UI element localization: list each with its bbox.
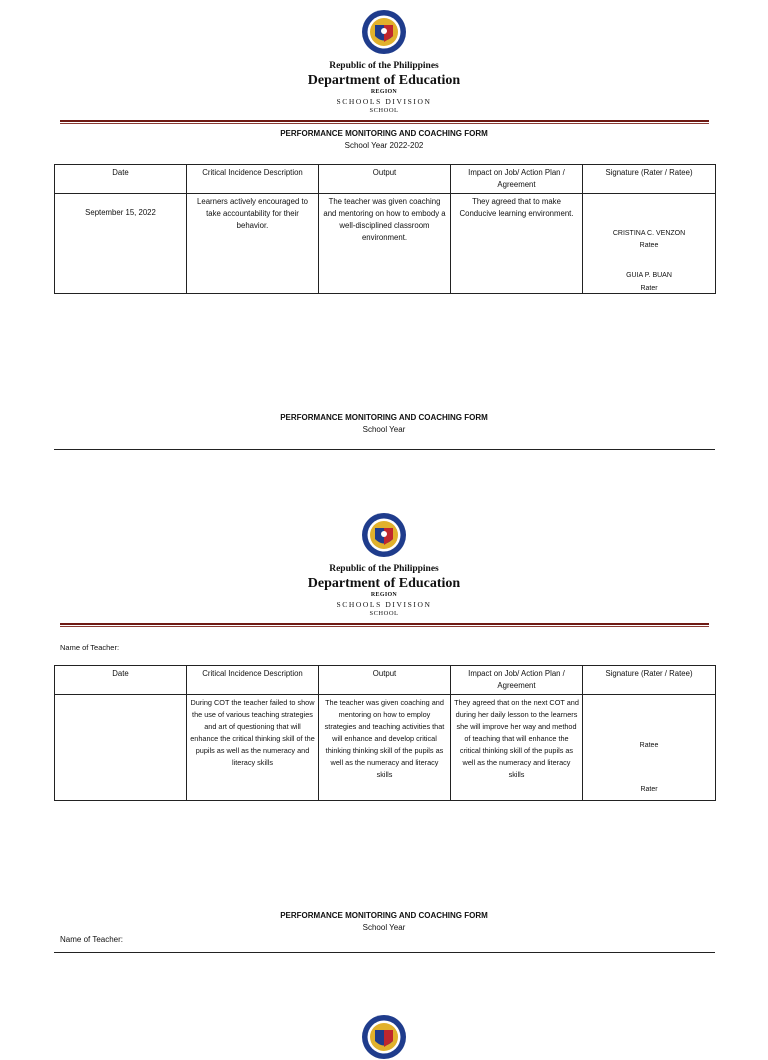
output-cell: The teacher was given coaching and mentoring on how to employ strategies and teaching activities that will enhance and develop critical thinking thinking skill of the pupils as well as the numeracy and literacy skills — [319, 695, 451, 801]
department-title: Department of Education — [307, 576, 461, 591]
rater-name: GUIA P. BUAN — [626, 272, 672, 279]
teacher-name-label: Name of Teacher: — [60, 643, 120, 652]
header-signature: Signature (Rater / Ratee) — [583, 666, 716, 695]
form-title: PERFORMANCE MONITORING AND COACHING FORM — [280, 129, 488, 138]
school-year-3: School Year — [362, 923, 406, 932]
form-title-2: PERFORMANCE MONITORING AND COACHING FORM — [280, 413, 488, 422]
header-date: Date — [55, 666, 187, 695]
header-impact: Impact on Job/ Action Plan / Agreement — [451, 666, 583, 695]
rater-label: Rater — [640, 285, 658, 292]
impact-cell: They agreed that to make Conducive learning environment. — [451, 194, 583, 294]
department-title: Department of Education — [307, 73, 461, 88]
impact-cell: They agreed that on the next COT and during her daily lesson to the learners she will improve her way and method of teaching that will enhance the critical thinking skill of the pupils as well as the numeracy and literacy skills — [451, 695, 583, 801]
header-signature: Signature (Rater / Ratee) — [583, 165, 716, 194]
republic-text: Republic of the Philippines — [329, 61, 439, 71]
header-date: Date — [55, 165, 187, 194]
school-year: School Year 2022-202 — [344, 141, 424, 150]
ratee-label: Ratee — [639, 742, 659, 749]
region-text: REGION — [370, 89, 398, 95]
school-text: SCHOOL — [369, 107, 399, 114]
signature-cell — [583, 194, 716, 294]
school-text: SCHOOL — [369, 610, 399, 617]
coaching-table — [54, 665, 716, 801]
description-cell: During COT the teacher failed to show the use of various teaching strategies and art of questioning that will enhance the critical thinking skill of the pupils as well as the numeracy and literacy skills — [187, 695, 319, 801]
rater-label: Rater — [640, 786, 658, 793]
ratee-name: CRISTINA C. VENZON — [612, 230, 686, 237]
region-text: REGION — [370, 592, 398, 598]
header-impact: Impact on Job/ Action Plan / Agreement — [451, 165, 583, 194]
date-cell — [55, 695, 187, 801]
division-text: SCHOOLS DIVISION — [336, 97, 432, 106]
school-year-2: School Year — [362, 425, 406, 434]
description-cell: Learners actively encouraged to take accountability for their behavior. — [187, 194, 319, 294]
output-cell: The teacher was given coaching and mentoring on how to embody a well-disciplined classroom environment. — [319, 194, 451, 294]
form-title-3: PERFORMANCE MONITORING AND COACHING FORM — [280, 911, 488, 920]
signature-cell — [583, 695, 716, 801]
table-row — [55, 194, 716, 294]
header-output: Output — [319, 666, 451, 695]
header-description: Critical Incidence Description — [187, 165, 319, 194]
date-cell: September 15, 2022 — [55, 194, 187, 294]
deped-seal-logo — [361, 1014, 407, 1060]
deped-seal-logo — [361, 512, 407, 558]
teacher-name-label: Name of Teacher: — [60, 935, 123, 944]
header-divider — [60, 120, 709, 124]
deped-seal-logo — [361, 9, 407, 55]
table-row — [55, 695, 716, 801]
ratee-label: Ratee — [639, 242, 659, 249]
divider-line — [54, 952, 715, 953]
header-output: Output — [319, 165, 451, 194]
division-text: SCHOOLS DIVISION — [336, 600, 432, 609]
header-description: Critical Incidence Description — [187, 666, 319, 695]
divider-line — [54, 449, 715, 450]
republic-text: Republic of the Philippines — [329, 564, 439, 574]
coaching-table — [54, 164, 716, 294]
header-divider — [60, 623, 709, 627]
